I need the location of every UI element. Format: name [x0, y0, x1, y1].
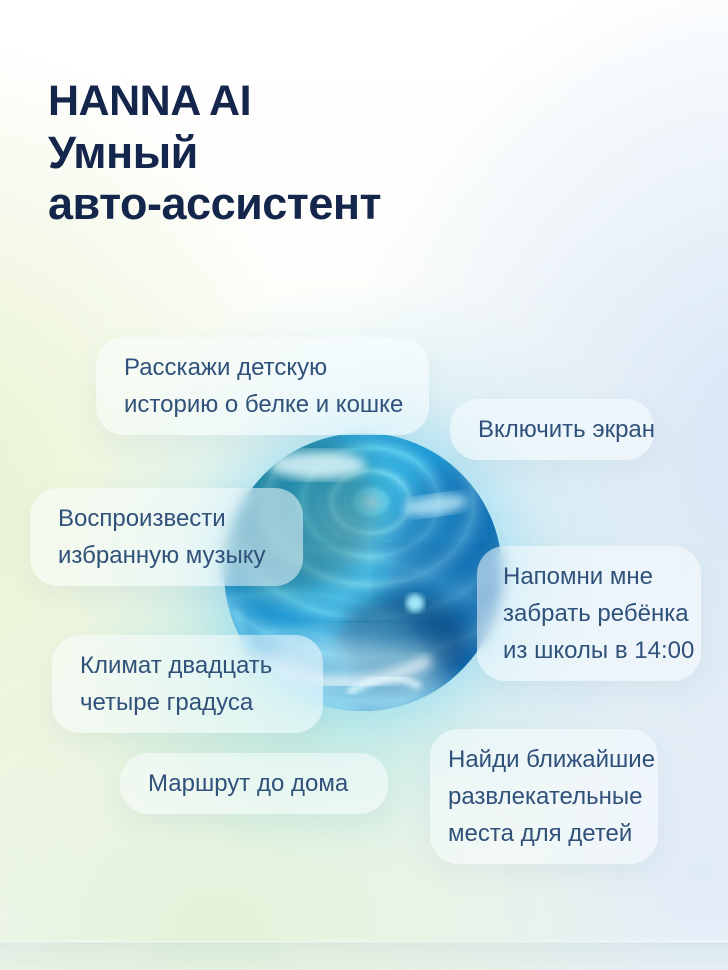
command-line: Климат двадцать [80, 652, 273, 679]
command-bubble-climate [52, 635, 323, 733]
subtitle-line-2: авто-ассистент [48, 178, 382, 229]
command-bubble-kids-story [96, 337, 429, 435]
command-line: Воспроизвести [58, 505, 226, 532]
command-line: места для детей [448, 820, 633, 847]
title-block [48, 76, 381, 229]
command-bubble-places-for-kids [430, 729, 658, 864]
command-bubble-reminder [477, 546, 701, 681]
subtitle-line-1: Умный [48, 127, 198, 178]
command-bubble-play-music [30, 488, 303, 586]
command-bubble-route-home [120, 753, 388, 814]
command-bubble-screen-on [450, 399, 654, 460]
command-line: развлекательные [448, 783, 643, 810]
command-line: Включить экран [478, 416, 656, 443]
command-line: забрать ребёнка [503, 600, 689, 627]
command-line: историю о белке и кошке [124, 391, 404, 418]
command-line: Найди ближайшие [448, 746, 656, 773]
command-line: четыре градуса [80, 689, 254, 716]
brand-title: HANNA AI [48, 77, 252, 125]
command-line: избранную музыку [58, 542, 266, 569]
command-line: из школы в 14:00 [503, 637, 695, 664]
command-line: Напомни мне [503, 563, 653, 590]
floor-shadow [0, 941, 728, 970]
command-line: Маршрут до дома [148, 770, 349, 797]
command-line: Расскажи детскую [124, 354, 328, 381]
